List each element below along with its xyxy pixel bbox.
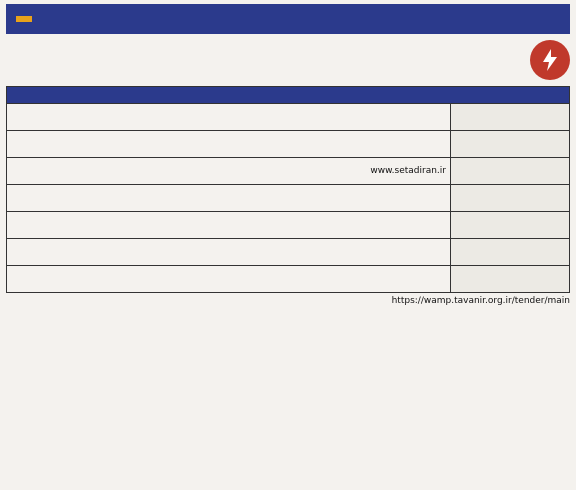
footer-text [6,295,570,308]
title-banner [6,4,570,34]
row-label [451,185,570,212]
row-value [7,185,451,212]
table-row [7,266,570,293]
table-row [7,185,570,212]
table-header-row [7,87,570,104]
row-value [7,239,451,266]
row-label [451,158,570,185]
row-value [7,104,451,131]
row-value [7,266,451,293]
table-heading [7,87,570,104]
company-logo-icon [530,40,570,80]
row-label [451,239,570,266]
row-label [451,104,570,131]
table-row [7,158,570,185]
row-label [451,212,570,239]
row-value [7,212,451,239]
row-value [7,131,451,158]
table-row [7,239,570,266]
table-row [7,212,570,239]
table-row [7,104,570,131]
table-row [7,131,570,158]
notice-header [6,38,570,82]
row-label [451,266,570,293]
row-label [451,131,570,158]
issue-badge [16,16,32,22]
row-value: www.setadiran.ir [7,158,451,185]
footer-line: https://wamp.tavanir.org.ir/tender/main [391,296,570,306]
tender-table [6,86,570,293]
